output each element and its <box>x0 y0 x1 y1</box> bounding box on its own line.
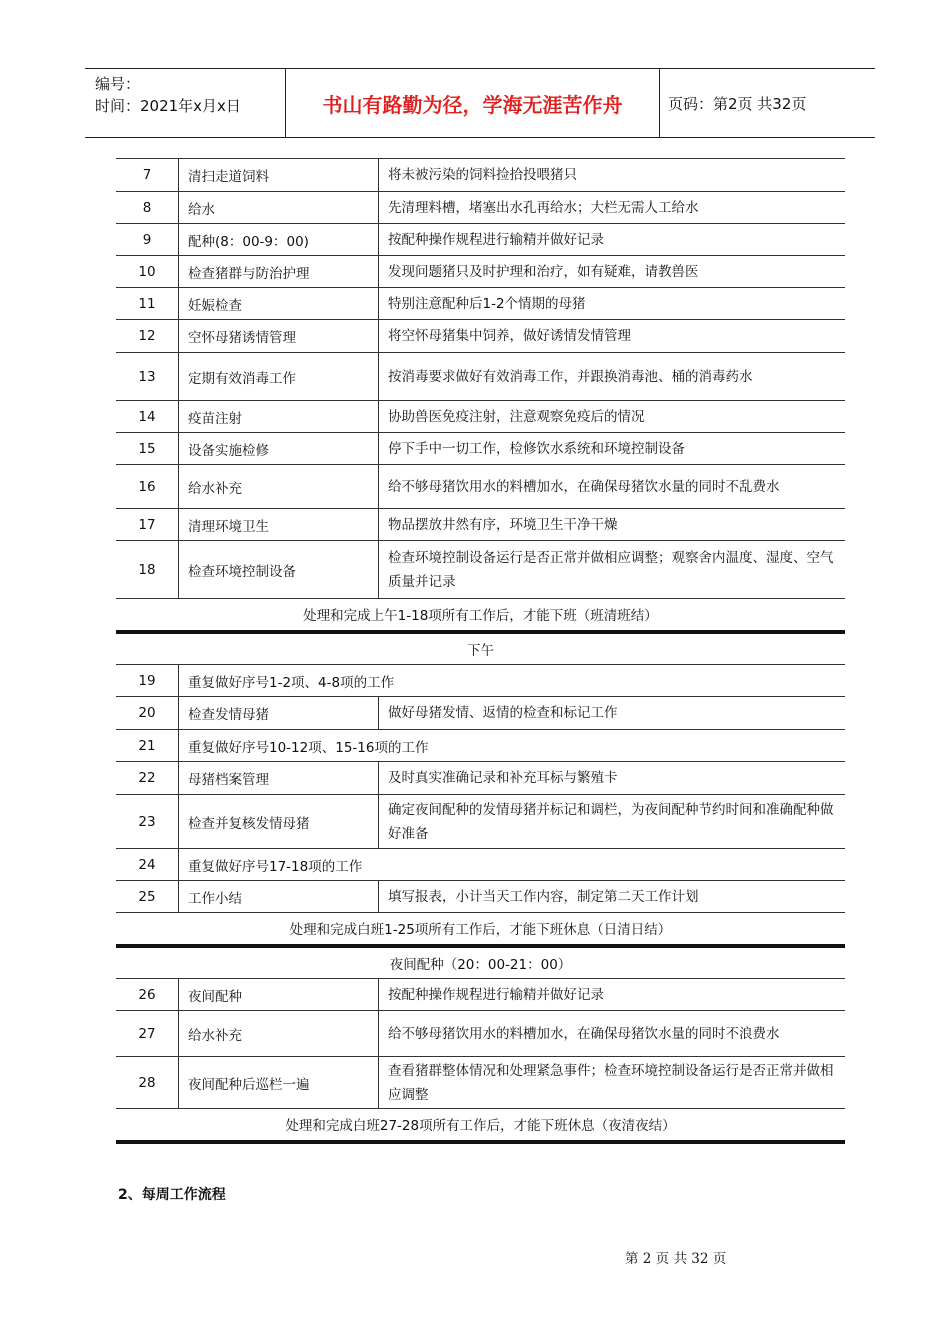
row-task: 疫苗注射 <box>179 401 379 433</box>
table-row <box>116 224 845 256</box>
row-number: 10 <box>116 256 179 288</box>
row-task: 检查猪群与防治护理 <box>179 256 379 288</box>
row-number: 15 <box>116 433 179 465</box>
row-number: 21 <box>116 730 179 762</box>
row-number: 17 <box>116 509 179 541</box>
row-task: 重复做好序号17-18项的工作 <box>179 849 846 881</box>
table-row <box>116 509 845 541</box>
row-task: 重复做好序号10-12项、15-16项的工作 <box>179 730 846 762</box>
row-number: 20 <box>116 697 179 730</box>
table-row <box>116 795 845 849</box>
row-description: 填写报表，小计当天工作内容，制定第二天工作计划 <box>379 881 846 913</box>
table-row <box>116 1011 845 1057</box>
row-number: 23 <box>116 795 179 849</box>
row-description: 及时真实准确记录和补充耳标与繁殖卡 <box>379 762 846 795</box>
row-task: 配种(8：00-9：00) <box>179 224 379 256</box>
row-number: 9 <box>116 224 179 256</box>
row-number: 13 <box>116 353 179 401</box>
row-task: 工作小结 <box>179 881 379 913</box>
row-task: 母猪档案管理 <box>179 762 379 795</box>
row-description: 将空怀母猪集中饲养，做好诱情发情管理 <box>379 320 846 353</box>
table-row <box>116 849 845 881</box>
table-row <box>116 465 845 509</box>
row-task: 空怀母猪诱情管理 <box>179 320 379 353</box>
row-description: 发现问题猪只及时护理和治疗，如有疑难，请教兽医 <box>379 256 846 288</box>
header-meta <box>85 69 286 137</box>
row-number: 11 <box>116 288 179 320</box>
row-task: 定期有效消毒工作 <box>179 353 379 401</box>
section-row <box>116 946 845 979</box>
table-row <box>116 159 845 192</box>
row-task: 重复做好序号1-2项、4-8项的工作 <box>179 665 846 697</box>
table-row <box>116 288 845 320</box>
row-number: 14 <box>116 401 179 433</box>
table-row <box>116 881 845 913</box>
section-row <box>116 632 845 665</box>
row-description: 确定夜间配种的发情母猪并标记和调栏，为夜间配种节约时间和准确配种做好准备 <box>379 795 846 849</box>
summary-row-text: 处理和完成白班1-25项所有工作后，才能下班休息（日清日结） <box>116 913 845 946</box>
row-number: 16 <box>116 465 179 509</box>
row-task: 检查并复核发情母猪 <box>179 795 379 849</box>
row-number: 25 <box>116 881 179 913</box>
table-row <box>116 192 845 224</box>
row-description: 查看猪群整体情况和处理紧急事件；检查环境控制设备运行是否正常并做相应调整 <box>379 1057 846 1109</box>
summary-row-text: 处理和完成上午1-18项所有工作后，才能下班（班清班结） <box>116 599 845 632</box>
row-task: 检查环境控制设备 <box>179 541 379 599</box>
row-number: 18 <box>116 541 179 599</box>
row-number: 28 <box>116 1057 179 1109</box>
row-description: 按消毒要求做好有效消毒工作，并跟换消毒池、桶的消毒药水 <box>379 353 846 401</box>
row-description: 协助兽医免疫注射，注意观察免疫后的情况 <box>379 401 846 433</box>
table-row <box>116 256 845 288</box>
row-task: 给水 <box>179 192 379 224</box>
row-task: 设备实施检修 <box>179 433 379 465</box>
row-number: 7 <box>116 159 179 192</box>
row-task: 清扫走道饲料 <box>179 159 379 192</box>
workflow-table <box>116 158 845 1144</box>
row-description: 给不够母猪饮用水的料槽加水，在确保母猪饮水量的同时不浪费水 <box>379 1011 846 1057</box>
row-task: 给水补充 <box>179 465 379 509</box>
row-number: 27 <box>116 1011 179 1057</box>
row-description: 停下手中一切工作，检修饮水系统和环境控制设备 <box>379 433 846 465</box>
row-task: 给水补充 <box>179 1011 379 1057</box>
motto: 书山有路勤为径，学海无涯苦作舟 <box>286 69 660 137</box>
table-row <box>116 320 845 353</box>
time-label: 时间：2021年x月x日 <box>95 97 241 115</box>
row-description: 特别注意配种后1-2个情期的母猪 <box>379 288 846 320</box>
section-row-text: 下午 <box>116 632 845 665</box>
summary-row <box>116 913 845 946</box>
row-description: 将未被污染的饲料捡拾投喂猪只 <box>379 159 846 192</box>
row-task: 清理环境卫生 <box>179 509 379 541</box>
table-row <box>116 401 845 433</box>
page-label: 页码：第2页 共32页 <box>668 94 807 113</box>
table-row <box>116 979 845 1011</box>
summary-row-text: 处理和完成白班27-28项所有工作后，才能下班休息（夜清夜结） <box>116 1109 845 1142</box>
number-label: 编号： <box>95 75 141 93</box>
row-number: 12 <box>116 320 179 353</box>
row-task: 检查发情母猪 <box>179 697 379 730</box>
row-number: 24 <box>116 849 179 881</box>
row-description: 按配种操作规程进行输精并做好记录 <box>379 224 846 256</box>
summary-row <box>116 599 845 632</box>
row-description: 按配种操作规程进行输精并做好记录 <box>379 979 846 1011</box>
row-description: 先清理料槽，堵塞出水孔再给水；大栏无需人工给水 <box>379 192 846 224</box>
table-row <box>116 433 845 465</box>
row-description: 给不够母猪饮用水的料槽加水，在确保母猪饮水量的同时不乱费水 <box>379 465 846 509</box>
row-number: 26 <box>116 979 179 1011</box>
page-footer: 第 2 页 共 32 页 <box>625 1251 727 1267</box>
section-title: 2、每周工作流程 <box>118 1187 226 1203</box>
table-row <box>116 353 845 401</box>
table-row <box>116 541 845 599</box>
row-number: 19 <box>116 665 179 697</box>
section-row-text: 夜间配种（20：00-21：00） <box>116 946 845 979</box>
row-description: 做好母猪发情、返情的检查和标记工作 <box>379 697 846 730</box>
table-row <box>116 730 845 762</box>
row-task: 夜间配种后巡栏一遍 <box>179 1057 379 1109</box>
row-task: 夜间配种 <box>179 979 379 1011</box>
row-number: 8 <box>116 192 179 224</box>
page-header <box>85 68 875 138</box>
table-row <box>116 762 845 795</box>
table-row <box>116 697 845 730</box>
table-row <box>116 665 845 697</box>
row-task: 妊娠检查 <box>179 288 379 320</box>
row-description: 检查环境控制设备运行是否正常并做相应调整；观察舍内温度、湿度、空气质量并记录 <box>379 541 846 599</box>
table-row <box>116 1057 845 1109</box>
row-description: 物品摆放井然有序，环境卫生干净干燥 <box>379 509 846 541</box>
row-number: 22 <box>116 762 179 795</box>
summary-row <box>116 1109 845 1142</box>
